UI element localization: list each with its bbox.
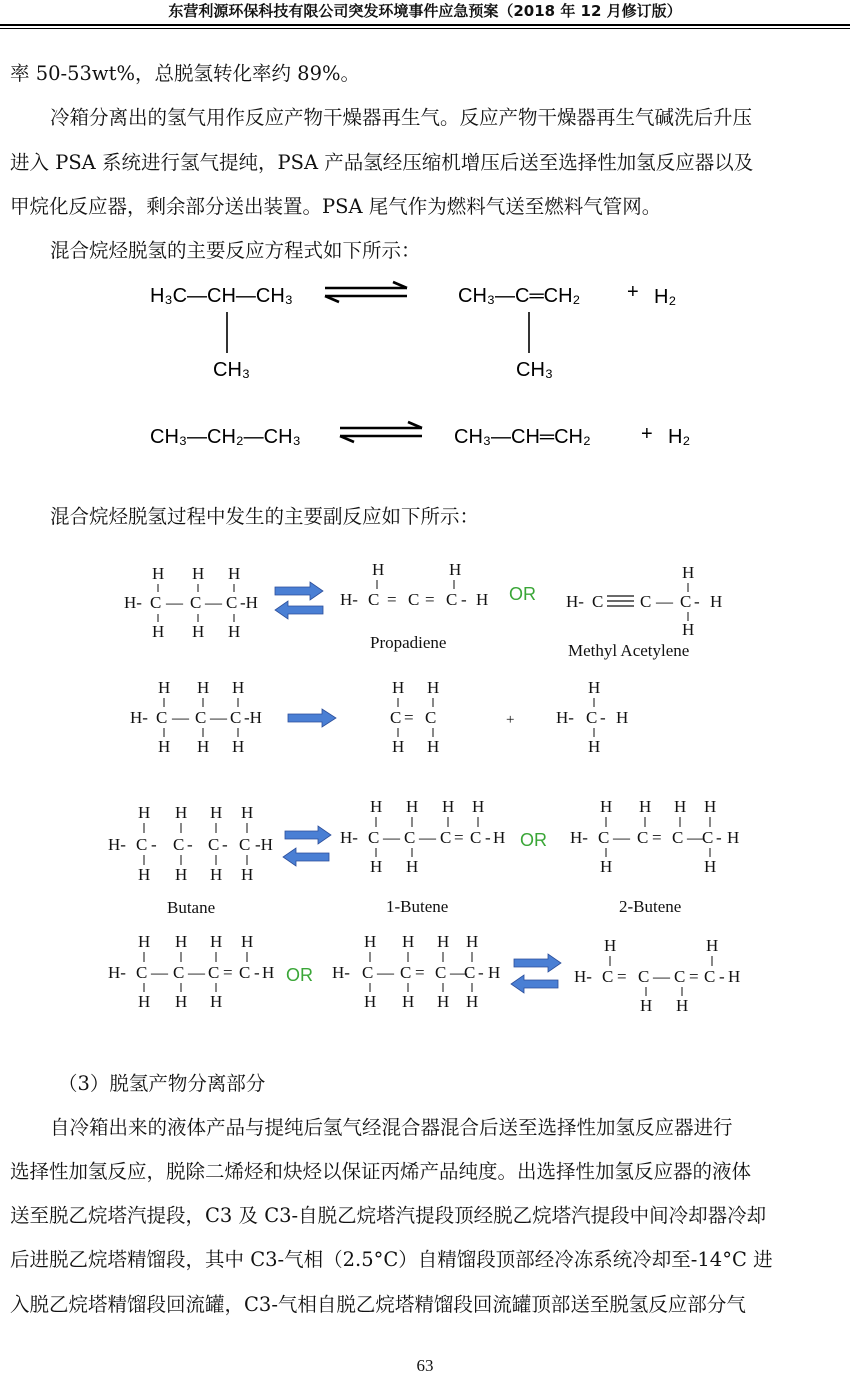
svg-text:—: — <box>166 593 183 612</box>
svg-text:-: - <box>600 708 606 727</box>
paragraph-line: 冷箱分离出的氢气用作反应产物干燥器再生气。反应产物干燥器再生气碱洗后升压 <box>50 106 753 129</box>
svg-text:—: — <box>151 963 168 982</box>
svg-text:H: H <box>488 963 501 982</box>
svg-text:H: H <box>466 932 479 951</box>
svg-text:C: C <box>362 963 374 982</box>
hydrogen-product: H₂ <box>654 286 677 308</box>
svg-text:H: H <box>392 737 405 756</box>
svg-text:H: H <box>197 737 210 756</box>
svg-text:=: = <box>652 828 662 847</box>
butane-label: Butane <box>167 898 216 917</box>
blue-equilibrium-arrows <box>511 954 561 993</box>
svg-text:H: H <box>158 737 171 756</box>
svg-text:C: C <box>425 708 437 727</box>
butene1-structure <box>340 797 505 916</box>
svg-text:H-: H- <box>124 593 142 612</box>
svg-text:H: H <box>175 803 188 822</box>
butene2-structure-2 <box>332 932 500 1011</box>
svg-text:C: C <box>598 828 610 847</box>
paragraph-line: 送至脱乙烷塔汽提段，C3 及 C3-自脱乙烷塔汽提段顶经脱乙烷塔汽提段中间冷却器冷却 <box>10 1204 767 1227</box>
methyl-acetylene-structure <box>566 563 722 660</box>
blue-equilibrium-arrows <box>283 826 331 866</box>
svg-text:H-: H- <box>108 963 126 982</box>
or-label: OR <box>286 965 313 985</box>
svg-text:H: H <box>152 564 165 583</box>
methane-structure <box>556 678 628 756</box>
isobutane-methyl: CH₃ <box>213 359 251 381</box>
svg-text:-H: -H <box>255 835 273 854</box>
svg-text:H: H <box>370 857 383 876</box>
svg-text:H-: H- <box>108 835 126 854</box>
isobutene-methyl: CH₃ <box>516 359 554 381</box>
svg-text:—: — <box>377 963 394 982</box>
svg-text:=: = <box>404 708 414 727</box>
blue-equilibrium-arrows <box>275 582 323 619</box>
svg-text:H: H <box>600 857 613 876</box>
svg-text:H: H <box>232 678 245 697</box>
svg-text:C: C <box>400 963 412 982</box>
svg-text:H: H <box>192 622 205 641</box>
svg-text:H: H <box>175 865 188 884</box>
svg-text:H: H <box>402 932 415 951</box>
svg-text:C: C <box>368 590 380 609</box>
svg-text:C: C <box>680 592 692 611</box>
svg-text:H-: H- <box>566 592 584 611</box>
propadiene-structure <box>340 560 488 652</box>
svg-text:H: H <box>676 996 689 1015</box>
svg-text:H: H <box>588 678 601 697</box>
svg-text:H: H <box>370 797 383 816</box>
svg-text:C: C <box>586 708 598 727</box>
svg-text:H: H <box>616 708 629 727</box>
paragraph-line: 自冷箱出来的液体产品与提纯后氢气经混合器混合后送至选择性加氢反应器进行 <box>50 1116 733 1139</box>
ethylene-structure <box>390 678 439 756</box>
svg-text:H: H <box>232 737 245 756</box>
svg-text:-: - <box>222 835 228 854</box>
svg-text:—: — <box>188 963 205 982</box>
svg-text:C: C <box>156 708 168 727</box>
svg-text:C: C <box>638 967 650 986</box>
svg-text:C: C <box>190 593 202 612</box>
svg-text:H: H <box>427 737 440 756</box>
svg-text:-: - <box>461 590 467 609</box>
svg-text:C: C <box>446 590 458 609</box>
plus-sign: + <box>627 281 639 303</box>
paragraph-line: 后进脱乙烷塔精馏段，其中 C3-气相（2.5°C）自精馏段顶部经冷冻系统冷却至-14°C 进 <box>10 1248 773 1271</box>
svg-text:C: C <box>592 592 604 611</box>
svg-text:H: H <box>364 992 377 1011</box>
svg-text:H-: H- <box>340 590 358 609</box>
paragraph-line: 混合烷烃脱氢的主要反应方程式如下所示： <box>50 239 421 262</box>
svg-text:H: H <box>158 678 171 697</box>
page-number: 63 <box>416 1356 434 1375</box>
svg-text:—: — <box>419 828 436 847</box>
svg-text:H: H <box>138 932 151 951</box>
svg-text:C: C <box>239 963 251 982</box>
svg-text:H: H <box>175 932 188 951</box>
butadiene-structure <box>574 936 740 1015</box>
svg-text:H: H <box>493 828 506 847</box>
svg-text:H: H <box>406 857 419 876</box>
methyl-acetylene-label: Methyl Acetylene <box>568 641 690 660</box>
svg-text:—: — <box>383 828 400 847</box>
svg-text:H: H <box>210 932 223 951</box>
svg-text:C: C <box>464 963 476 982</box>
svg-text:C: C <box>408 590 420 609</box>
paragraph-line: 进入 PSA 系统进行氢气提纯，PSA 产品氢经压缩机增压后送至选择性加氢反应器以及 <box>10 151 754 174</box>
svg-text:-: - <box>478 963 484 982</box>
butene1-label: 1-Butene <box>386 897 449 916</box>
svg-text:H: H <box>704 797 717 816</box>
svg-text:C: C <box>470 828 482 847</box>
svg-text:H: H <box>674 797 687 816</box>
svg-text:H: H <box>241 865 254 884</box>
svg-text:C: C <box>674 967 686 986</box>
svg-text:C: C <box>208 835 220 854</box>
svg-text:H: H <box>228 622 241 641</box>
svg-text:—: — <box>687 828 704 847</box>
svg-text:H: H <box>402 992 415 1011</box>
butene2-label: 2-Butene <box>619 897 682 916</box>
paragraph-line: 入脱乙烷塔精馏段回流罐，C3-气相自脱乙烷塔精馏段回流罐顶部送至脱氢反应部分气 <box>10 1293 746 1316</box>
svg-text:=: = <box>617 967 627 986</box>
svg-text:C: C <box>637 828 649 847</box>
paragraph-line: 率 50-53wt%，总脱氢转化率约 89%。 <box>10 62 361 85</box>
reaction-propane <box>150 422 690 448</box>
svg-text:H: H <box>210 865 223 884</box>
propene-formula: CH₃—CH═CH₂ <box>454 426 591 448</box>
svg-text:-: - <box>719 967 725 986</box>
svg-text:H: H <box>138 803 151 822</box>
svg-text:H: H <box>682 620 695 639</box>
propane-formula: CH₃—CH₂—CH₃ <box>150 426 301 448</box>
svg-text:H: H <box>710 592 723 611</box>
svg-text:C: C <box>226 593 238 612</box>
svg-text:C: C <box>173 835 185 854</box>
svg-text:C: C <box>195 708 207 727</box>
isobutene-chain: CH₃—C═CH₂ <box>458 285 581 307</box>
blue-forward-arrow <box>288 709 336 727</box>
svg-text:H: H <box>437 932 450 951</box>
or-label: OR <box>509 584 536 604</box>
svg-text:H: H <box>241 803 254 822</box>
svg-text:H: H <box>449 560 462 579</box>
svg-text:H: H <box>437 992 450 1011</box>
svg-text:—: — <box>205 593 222 612</box>
plus-sign: + <box>506 712 515 728</box>
svg-text:C: C <box>239 835 251 854</box>
svg-text:H: H <box>152 622 165 641</box>
svg-text:H: H <box>728 967 741 986</box>
svg-text:C: C <box>136 835 148 854</box>
section-heading: （3）脱氢产物分离部分 <box>58 1072 266 1095</box>
svg-text:=: = <box>689 967 699 986</box>
document-header: 东营利源环保科技有限公司突发环境事件应急预案（2018 年 12 月修订版） <box>168 2 682 20</box>
svg-text:H: H <box>210 803 223 822</box>
svg-text:H: H <box>192 564 205 583</box>
svg-text:H: H <box>392 678 405 697</box>
svg-text:C: C <box>390 708 402 727</box>
svg-text:—: — <box>210 708 227 727</box>
butene2-structure <box>570 797 739 916</box>
svg-text:C: C <box>404 828 416 847</box>
svg-text:C: C <box>368 828 380 847</box>
svg-text:=: = <box>387 590 397 609</box>
svg-text:C: C <box>230 708 242 727</box>
svg-text:-: - <box>485 828 491 847</box>
svg-text:H: H <box>406 797 419 816</box>
svg-text:—: — <box>450 963 467 982</box>
svg-text:H: H <box>442 797 455 816</box>
svg-text:-: - <box>254 963 260 982</box>
svg-text:H: H <box>476 590 489 609</box>
butane-structure <box>108 803 273 917</box>
svg-text:H: H <box>704 857 717 876</box>
propane-structure <box>124 564 258 641</box>
svg-text:—: — <box>653 967 670 986</box>
svg-text:=: = <box>425 590 435 609</box>
propadiene-label: Propadiene <box>370 633 447 652</box>
svg-text:=: = <box>454 828 464 847</box>
svg-text:=: = <box>223 963 233 982</box>
paragraph-line: 混合烷烃脱氢过程中发生的主要副反应如下所示： <box>50 505 480 528</box>
svg-text:H-: H- <box>570 828 588 847</box>
svg-text:H: H <box>138 865 151 884</box>
svg-text:=: = <box>415 963 425 982</box>
svg-text:—: — <box>172 708 189 727</box>
svg-text:C: C <box>704 967 716 986</box>
svg-text:C: C <box>150 593 162 612</box>
svg-text:H: H <box>588 737 601 756</box>
plus-sign: + <box>641 423 653 445</box>
svg-text:H: H <box>639 797 652 816</box>
svg-text:C: C <box>702 828 714 847</box>
svg-text:H: H <box>372 560 385 579</box>
svg-text:H: H <box>210 992 223 1011</box>
isobutane-chain: H₃C—CH—CH₃ <box>150 285 293 307</box>
butene1-structure-2 <box>108 932 274 1011</box>
svg-text:C: C <box>672 828 684 847</box>
paragraph-line: 选择性加氢反应，脱除二烯烃和炔烃以保证丙烯产品纯度。出选择性加氢反应器的液体 <box>10 1160 752 1183</box>
propane-structure-2 <box>130 678 262 756</box>
svg-text:H: H <box>706 936 719 955</box>
svg-text:H: H <box>466 992 479 1011</box>
svg-text:C: C <box>602 967 614 986</box>
svg-text:H: H <box>228 564 241 583</box>
svg-text:H: H <box>682 563 695 582</box>
svg-text:H-: H- <box>130 708 148 727</box>
svg-text:H-: H- <box>340 828 358 847</box>
svg-text:C: C <box>435 963 447 982</box>
svg-text:H-: H- <box>332 963 350 982</box>
svg-text:H: H <box>138 992 151 1011</box>
svg-text:H: H <box>600 797 613 816</box>
equilibrium-arrow <box>340 422 422 442</box>
svg-text:H: H <box>197 678 210 697</box>
svg-text:-: - <box>694 592 700 611</box>
side-reactions <box>108 560 740 1015</box>
svg-text:-: - <box>187 835 193 854</box>
svg-text:H: H <box>241 932 254 951</box>
svg-text:—: — <box>656 592 673 611</box>
svg-text:C: C <box>136 963 148 982</box>
svg-text:-H: -H <box>244 708 262 727</box>
svg-text:C: C <box>640 592 652 611</box>
svg-text:C: C <box>173 963 185 982</box>
or-label: OR <box>520 830 547 850</box>
reaction-isobutane <box>150 281 676 381</box>
svg-text:-H: -H <box>240 593 258 612</box>
svg-text:H: H <box>604 936 617 955</box>
svg-text:-: - <box>716 828 722 847</box>
svg-text:H-: H- <box>556 708 574 727</box>
svg-text:H: H <box>727 828 740 847</box>
svg-text:H: H <box>472 797 485 816</box>
svg-text:H: H <box>175 992 188 1011</box>
equilibrium-arrow <box>325 282 407 302</box>
svg-text:C: C <box>440 828 452 847</box>
svg-text:C: C <box>208 963 220 982</box>
svg-text:—: — <box>613 828 630 847</box>
svg-text:H: H <box>427 678 440 697</box>
svg-text:H: H <box>364 932 377 951</box>
hydrogen-product: H₂ <box>668 426 691 448</box>
svg-text:H: H <box>262 963 275 982</box>
svg-text:-: - <box>151 835 157 854</box>
paragraph-line: 甲烷化反应器，剩余部分送出装置。PSA 尾气作为燃料气送至燃料气管网。 <box>10 195 662 218</box>
svg-text:H: H <box>640 996 653 1015</box>
svg-text:H-: H- <box>574 967 592 986</box>
